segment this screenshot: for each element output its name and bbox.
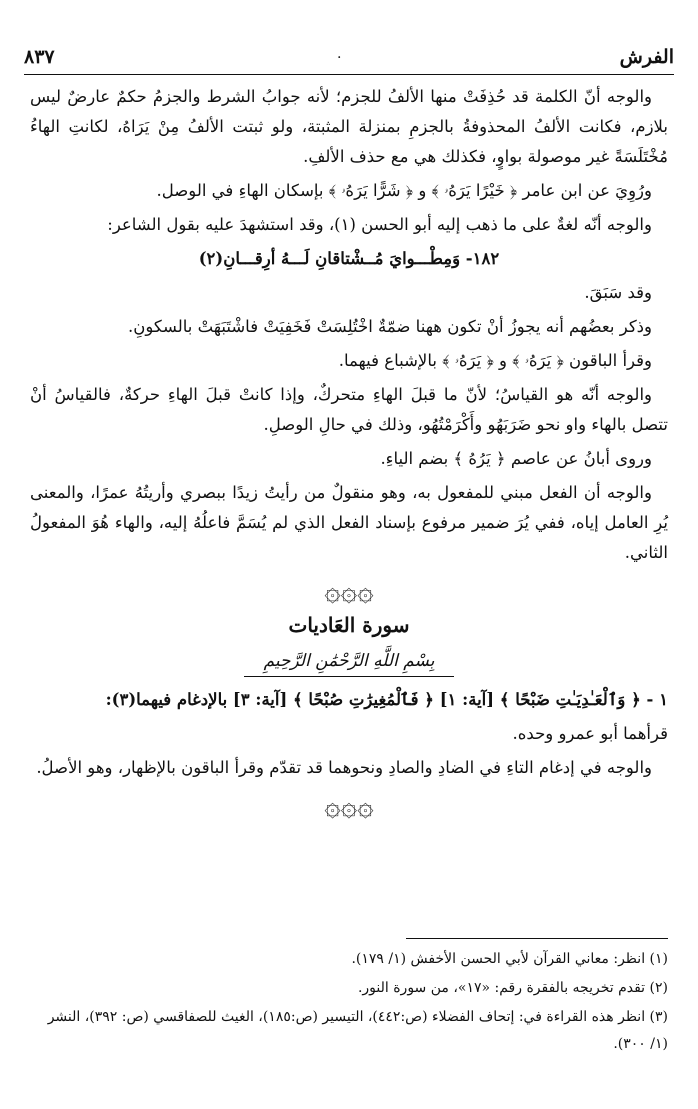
main-text [30,82,668,823]
paragraph-12: والوجه في إدغام التاءِ في الضادِ والصادِ ونحوهما قد تقدّم وقرأ الباقون بالإظهار، وهو الأصلُ. [36,758,652,777]
paragraph-1: والوجه أنّ الكلمة قد حُذِفَتْ منها الألفُ للجزم؛ لأنه جوابُ الشرط والجزمُ حكمٌ عارضٌ ليس بلازم، فكانت الألفُ المحذوفةُ بالجزمِ بمنزلة المثبتة، ولو ثبتت الألفُ مِنْ يَرَاهُ، لكانتِ الهاءُ مُخْتَلَسَةً غير موصولة بواوٍ، فكذلك هي مع حذف الألفِ. [30,87,668,166]
footnotes [30,946,668,1060]
paragraph-9: والوجه أن الفعل مبني للمفعول به، وهو منقولٌ من رأيتُ زيدًا ببصري وأريتُهُ عمرًا، والمعنى يُرِ العامل إياه، ففي يُرَ ضمير مرفوع بإسناد الفعل الذي لم يُسَمَّ فاعلُهُ إليه، والهاء هُوَ المفعولُ الثاني. [30,483,668,562]
paragraph-4: وقد سَبَقَ. [584,283,652,302]
header-dot: . [337,46,342,62]
paragraph-10: ١ - ﴿ وَٱلْعَـٰدِيَـٰتِ ضَبْحًا ﴾ [آية: ١] ﴿ فَٱلْمُغِيرَٰتِ صُبْحًا ﴾ [آية: ٣] بالإدغام فيهما(٣): [105,690,668,709]
end-divider-ornament: ۞۞۞ [324,789,374,822]
section-divider-ornament: ۞۞۞ [324,574,374,607]
footnote-3: (٣) انظر هذه القراءة في: إتحاف الفضلاء (ص:٤٤٢)، التيسير (ص:١٨٥)، الغيث للصفاقسي (ص: ٣٩٢)، النشر (١/ ٣٠٠). [47,1009,668,1052]
basmala-text: بِسْمِ اللَّهِ الرَّحْمَٰنِ الرَّحِيمِ [244,646,455,677]
paragraph-11: قرأهما أبو عمرو وحده. [512,724,668,743]
paragraph-2: ورُوِيَ عن ابن عامر ﴿ خَيْرًا يَرَهُۥ ﴾ و ﴿ شَرًّا يَرَهُۥ ﴾ بإسكان الهاءِ في الوصل. [156,181,652,200]
paragraph-5: وذكر بعضُهم أنه يجوزُ أنْ تكون ههنا ضمّةٌ اخْتُلِسَتْ فَخَفِيَتْ فاشْتَبَهَتْ بالسكونِ. [127,317,652,336]
paragraph-8: وروى أبانُ عن عاصم ﴿ يَرُهُ ﴾ بضم الياءِ. [380,449,652,468]
poetry-verse: ١٨٢- وَمِطْـــوايَ مُــشْتاقانِ لَـــهُ أرِقـــانِ(٢) [198,249,500,268]
header-rule [24,74,674,75]
surah-title: سورة العَاديات [288,613,410,637]
footnote-1: (١) انظر: معاني القرآن لأبي الحسن الأخفش (١/ ١٧٩). [351,951,668,967]
footnote-rule [406,938,668,939]
paragraph-7: والوجه أنّه هو القياسُ؛ لأنّ ما قبلَ الهاءِ متحركٌ، وإذا كانتْ قبلَ الهاءِ حركةٌ، فالقياسُ أنْ تتصل بالهاء واو نحو ضَرَبَهُو وأَكْرَمْتُهُو، وذلك في حالِ الوصلِ. [30,385,668,434]
basmala [30,646,668,677]
paragraph-3: والوجه أنّه لغةٌ على ما ذهب إليه أبو الحسن (١)، وقد استشهدَ عليه بقول الشاعر: [107,215,652,234]
section-title: الفرش [619,46,674,68]
footnote-2: (٢) تقدم تخريجه بالفقرة رقم: «١٧»، من سورة النور. [357,980,668,996]
paragraph-6: وقرأ الباقون ﴿ يَرَهُۥ ﴾ و ﴿ يَرَهُۥ ﴾ بالإشباع فيهما. [338,351,652,370]
page-header [24,42,674,68]
page-number: ٨٣٧ [24,46,55,68]
